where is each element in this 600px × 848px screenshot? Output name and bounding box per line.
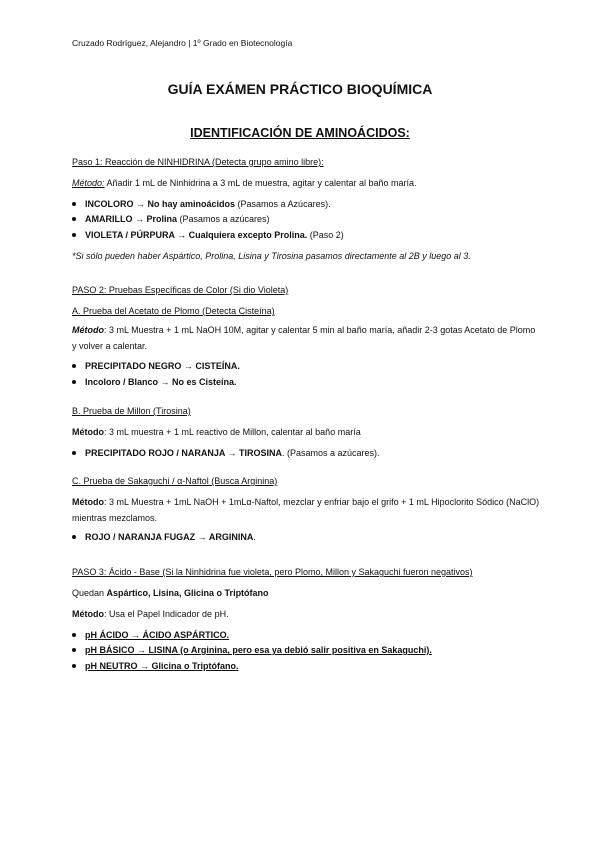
paso2b-method-label: Método xyxy=(72,427,104,437)
bullet-icon xyxy=(72,380,76,384)
paso2c-method xyxy=(72,494,540,526)
paso2a-heading: A. Prueba del Acetato de Plomo (Detecta Cisteína) xyxy=(72,306,275,316)
paso2b-method xyxy=(72,427,361,437)
paso1-method xyxy=(72,178,417,188)
paso1-method-label: Método: xyxy=(72,178,105,188)
list-item: ROJO / NARANJA FUGAZ → ARGININA. xyxy=(72,532,256,542)
bullet-icon xyxy=(72,217,76,221)
bullet-icon xyxy=(72,364,76,368)
paso3-method-text: : Usa el Papel Indicador de pH. xyxy=(104,609,229,619)
paso3-method xyxy=(72,609,229,619)
paso1-heading: Paso 1: Reacción de NINHIDRINA (Detecta grupo amino libre): xyxy=(72,157,324,167)
paso1-note: *Si sólo pueden haber Aspártico, Prolina, Lisina y Tirosina pasamos directamente al 2B y luego al 3. xyxy=(72,251,471,261)
paso3-method-label: Método xyxy=(72,609,104,619)
bullet-icon xyxy=(72,648,76,652)
bullet-icon xyxy=(72,202,76,206)
bullet-icon xyxy=(72,451,76,455)
section-subtitle: IDENTIFICACIÓN DE AMINOÁCIDOS: xyxy=(190,126,410,140)
paso3-quedan: Quedan Aspártico, Lisina, Glicina o Triptófano xyxy=(72,588,269,598)
paso2-heading: PASO 2: Pruebas Específicas de Color (Si dio Violeta) xyxy=(72,285,289,295)
list-item: INCOLORO → No hay aminoácidos (Pasamos a Azúcares). xyxy=(72,199,331,209)
list-item: pH NEUTRO → Glicina o Triptófano. xyxy=(72,661,239,671)
bullet-icon xyxy=(72,633,76,637)
list-item: pH ÁCIDO → ÁCIDO ASPÁRTICO. xyxy=(72,630,229,640)
list-item: VIOLETA / PÚRPURA → Cualquiera excepto Prolina. (Paso 2) xyxy=(72,230,344,240)
paso2a-method xyxy=(72,322,540,354)
list-item: PRECIPITADO NEGRO → CISTEÍNA. xyxy=(72,361,240,371)
paso2c-method-label: Método xyxy=(72,497,104,507)
paso3-heading: PASO 3: Ácido - Base (Si la Ninhidrina fue violeta, pero Plomo, Millon y Sakaguchi fueron negativos) xyxy=(72,567,473,577)
bullet-icon xyxy=(72,535,76,539)
paso2c-heading: C. Prueba de Sakaguchi / α-Naftol (Busca Arginina) xyxy=(72,476,278,486)
paso2b-method-text: : 3 mL muestra + 1 mL reactivo de Millon, calentar al baño maría xyxy=(104,427,361,437)
paso2b-heading: B. Prueba de Millon (Tirosina) xyxy=(72,406,191,416)
author-header: Cruzado Rodríguez, Alejandro | 1º Grado en Biotecnología xyxy=(72,38,293,48)
paso1-method-text: Añadir 1 mL de Ninhidrina a 3 mL de muestra, agitar y calentar al baño maría. xyxy=(104,178,417,188)
page-title: GUÍA EXÁMEN PRÁCTICO BIOQUÍMICA xyxy=(167,81,433,97)
list-item: PRECIPITADO ROJO / NARANJA → TIROSINA. (Pasamos a azúcares). xyxy=(72,448,380,458)
paso2c-method-text: : 3 mL Muestra + 1mL NaOH + 1mLα-Naftol, mezclar y enfriar bajo el grifo + 1 mL Hipoclorito Sódico (NaClO) mientras mezclamos. xyxy=(72,497,540,523)
paso2a-method-label: Método xyxy=(72,325,104,335)
list-item: pH BÁSICO → LISINA (o Arginina, pero esa ya debió salir positiva en Sakaguchi). xyxy=(72,645,432,655)
list-item: AMARILLO → Prolina (Pasamos a azúcares) xyxy=(72,214,270,224)
list-item: Incoloro / Blanco → No es Cisteína. xyxy=(72,377,237,387)
bullet-icon xyxy=(72,664,76,668)
paso2a-method-text: : 3 mL Muestra + 1 mL NaOH 10M, agitar y calentar 5 min al baño maría, añadir 2-3 gotas Acetato de Plomo y volver a calentar. xyxy=(72,325,536,351)
bullet-icon xyxy=(72,233,76,237)
